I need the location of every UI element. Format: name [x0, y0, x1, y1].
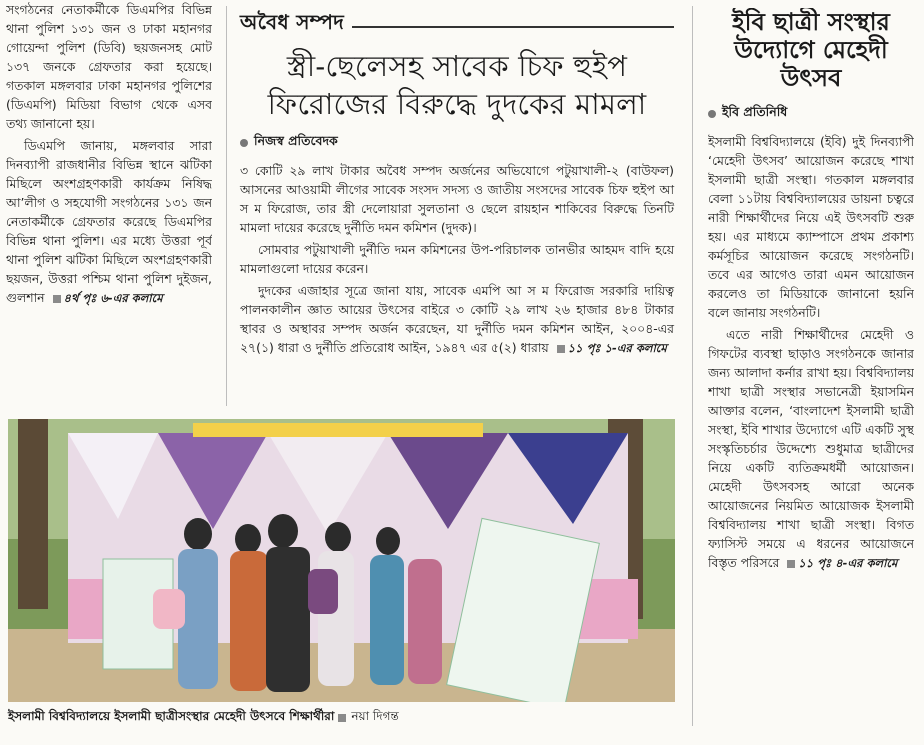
main-byline: [240, 133, 674, 153]
main-jump-ref: ১১ পৃঃ ১-এর কলামে: [567, 341, 667, 355]
story-kicker: অবৈধ সম্পদ: [240, 10, 345, 34]
left-paragraph-1: সংগঠনের নেতাকর্মীকে ডিএমপির বিভিন্ন থানা পুলিশ ১৩১ জন ও ঢাকা মহানগর গোয়েন্দা পুলিশ (ডিবি) ছয়জনসহ মোট ১৩৭ জনকে গ্রেফতার করা হয়েছে। গতকাল মঙ্গলবার ঢাকা মহানগর পুলিশের (ডিএমপি) মিডিয়া বিভাগ থেকে এসব তথ্য জানানো হয়।: [6, 2, 212, 131]
headline-line-2: ফিরোজের বিরুদ্ধে দুদকের মামলা: [267, 87, 647, 121]
right-story: [708, 8, 914, 740]
main-byline-text: নিজস্ব প্রতিবেদক: [254, 133, 338, 148]
right-byline: [708, 104, 914, 124]
photo-caption-text: ইসলামী বিশ্ববিদ্যালয়ে ইসলামী ছাত্রীসংস্থার মেহেদী উৎসবে শিক্ষার্থীরা: [8, 709, 335, 723]
kicker-rule: [352, 26, 674, 28]
main-story: [240, 8, 674, 361]
jump-square-icon: [787, 560, 795, 568]
mehedi-festival-photo: [8, 419, 675, 702]
news-photo: [8, 419, 675, 702]
column-divider: [692, 6, 693, 726]
right-jump-ref: ১১ পৃঃ ৪-এর কলামে: [798, 556, 898, 570]
kicker-row: [240, 8, 674, 41]
photo-credit: নয়া দিগন্ত: [351, 709, 399, 723]
jump-square-icon: [53, 295, 61, 303]
right-headline: ইবি ছাত্রী সংস্থার উদ্যোগে মেহেদী উৎসব: [732, 8, 890, 92]
left-paragraph-2: ডিএমপি জানায়, মঙ্গলবার সারা দিনব্যাপী রাজধানীর বিভিন্ন স্থানে ঝটিকা মিছিলে অংশগ্রহণকারী কার্যক্রম নিষিদ্ধ আ’লীগ ও সহযোগী সংগঠনের ১৩১ জন নেতাকর্মীকে গ্রেফতার করেছে ডিএমপির বিভিন্ন থানা পুলিশ। এর মধ্যে উত্তরা পূর্ব থানা পুলিশ ঝটিকা মিছিলে অংশগ্রহণকারী ছয়জন, উত্তরা পশ্চিম থানা পুলিশ দুইজন, গুলশান: [6, 138, 212, 305]
jump-square-icon: [557, 345, 565, 353]
bullet-icon: [240, 139, 248, 147]
headline-line-1: স্ত্রী-ছেলেসহ সাবেক চিফ হুইপ: [286, 49, 628, 83]
right-paragraph-2: এতে নারী শিক্ষার্থীদের মেহেদী ও গিফটের ব্যবস্থা ছাড়াও সংগঠনকে জানার জন্য আলাদা কর্নার রাখা হয়। বিশ্ববিদ্যালয় শাখা ছাত্রী সংস্থার সভানেত্রী ইয়াসমিন আক্তার বলেন, ‘বাংলাদেশ ইসলামী ছাত্রী সংস্থা, ইবি শাখার উদ্যোগে এটি একটি সুস্থ সংস্কৃতিচর্চার উদ্দেশ্যে শুধুমাত্র ছাত্রীদের নিয়ে একটি ব্যতিক্রমধর্মী আয়োজন। মেহেদী উৎসবসহ আরো অনেক আয়োজনের নিয়মিত আয়োজক ইসলামী বিশ্ববিদ্যালয় শাখা ছাত্রী সংস্থা। বিগত ফ্যাসিস্ট সময়ে এ ধরনের আয়োজনে বিস্তৃত পরিসরে: [708, 327, 914, 570]
bullet-icon: [708, 110, 716, 118]
jump-square-icon: [338, 714, 346, 722]
main-paragraph-1: ৩ কোটি ২৯ লাখ টাকার অবৈধ সম্পদ অর্জনের অভিযোগে পটুয়াখালী-২ (বাউফল) আসনের আওয়ামী লীগের সাবেক সংসদ সদস্য ও জাতীয় সংসদের সাবেক চিফ হুইপ আ স ম ফিরোজ, তার স্ত্রী দেলোয়ারা সুলতানা ও ছেলে রায়হান শাকিবের বিরুদ্ধে তিনটি মামলা দায়ের করেছে দুর্নীতি দমন কমিশন (দুদক)।: [240, 163, 674, 235]
main-paragraph-2: সোমবার পটুয়াখালী দুর্নীতি দমন কমিশনের উপ-পরিচালক তানভীর আহমদ বাদি হয়ে মামলাগুলো দায়ের করেন।: [240, 242, 674, 276]
left-column-story: [6, 0, 212, 405]
left-jump-ref: ৪র্থ পৃঃ ৬-এর কলামে: [63, 291, 163, 305]
main-headline: [240, 47, 674, 123]
column-divider: [226, 6, 227, 406]
photo-caption: [8, 708, 678, 728]
main-paragraph-3: দুদকের এজাহার সূত্রে জানা যায়, সাবেক এমপি আ স ম ফিরোজ সরকারি দায়িত্ব পালনকালীন জ্ঞাত আয়ের উৎসের বাইরে ৩ কোটি ২৯ লাখ ২৬ হাজার ৪৮৪ টাকার স্থাবর ও অস্থাবর সম্পদ অর্জন করেছেন, যা দুর্নীতি দমন কমিশন আইন, ২০০৪-এর ২৭(১) ধারা ও দুর্নীতি প্রতিরোধ আইন, ১৯৪৭ এর ৫(২) ধারায়: [240, 283, 674, 355]
right-paragraph-1: ইসলামী বিশ্ববিদ্যালয়ে (ইবি) দুই দিনব্যাপী ‘মেহেদী উৎসব’ আয়োজন করেছে শাখা ইসলামী ছাত্রী সংস্থা। গতকাল মঙ্গলবার বেলা ১১টায় বিশ্ববিদ্যালয়ের ডায়না চত্বরে নারী শিক্ষার্থীদের নিয়ে এই উৎসবটি শুরু হয়। এর মাধ্যমে ক্যাম্পাসে প্রথম প্রকাশ্য কর্মসূচির আয়োজন করেছে সংগঠনটি। তবে এর আগেও তারা এমন আয়োজন করলেও তা মিডিয়াকে জানানো হয়নি বলে জানায় সংগঠনটি।: [708, 134, 914, 320]
right-byline-text: ইবি প্রতিনিধি: [722, 104, 788, 119]
